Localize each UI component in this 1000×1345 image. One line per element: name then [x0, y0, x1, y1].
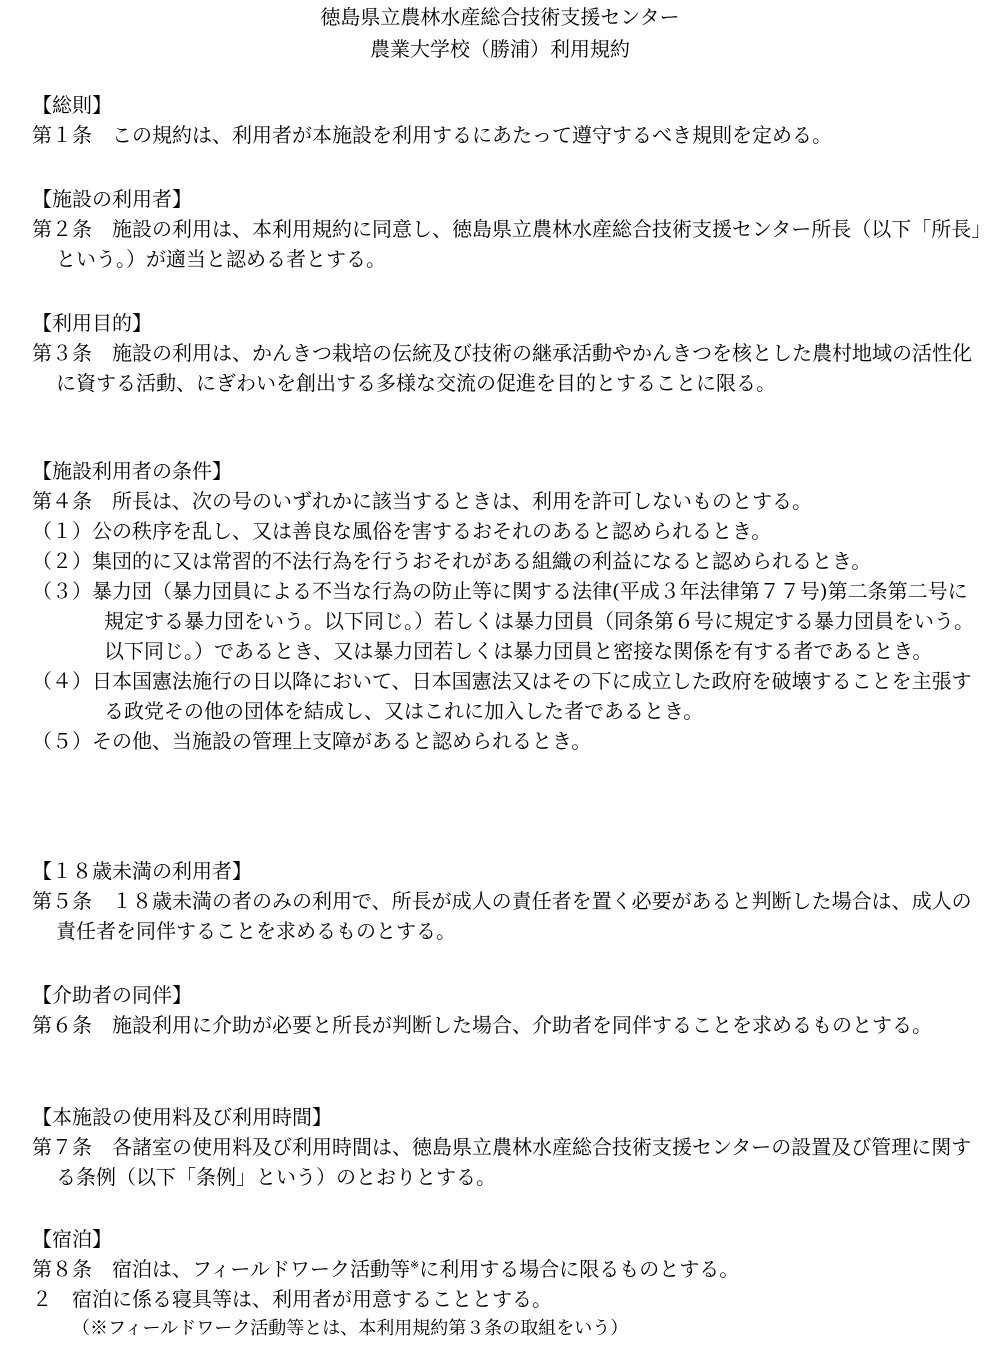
article-1	[0, 120, 1000, 150]
item-text: その他、当施設の管理上支障があると認められるとき。	[92, 729, 592, 753]
title-line-2: 農業大学校（勝浦）利用規約	[370, 37, 630, 61]
article-label: 第３条	[32, 341, 92, 365]
section-heading: 【総則】	[32, 93, 112, 117]
item-text: 暴力団（暴力団員による不当な行為の防止等に関する法律(平成３年法律第７７号)第二条第二号に規定する暴力団をいう。以下同じ。）若しくは暴力団員（同条第６号に規定する暴力団員をいう。以下同じ。）であるとき、又は暴力団若しくは暴力団員と密接な関係を有する者であるとき。	[92, 579, 974, 663]
item-label: （５）	[32, 729, 92, 753]
article-2	[0, 214, 1000, 274]
article-label: 第１条	[32, 123, 92, 147]
footnote-mark: ※	[410, 1258, 420, 1272]
article-7	[0, 1132, 1000, 1192]
item-text: 公の秩序を乱し、又は善良な風俗を害するおそれのあると認められるとき。	[92, 519, 772, 543]
item-label: （４）	[32, 669, 92, 693]
title-line-1: 徳島県立農林水産総合技術支援センター	[320, 5, 680, 29]
article-5	[0, 886, 1000, 946]
section-heading: 【介助者の同伴】	[32, 983, 192, 1007]
article-4	[0, 486, 1000, 516]
sub-article	[0, 1284, 1000, 1314]
article-8	[0, 1254, 1000, 1284]
section-heading: 【利用目的】	[32, 311, 152, 335]
article-text: １８歳未満の者のみの利用で、所長が成人の責任者を置く必要があると判断した場合は、成人の責任者を同伴することを求めるものとする。	[56, 889, 972, 943]
list-item	[0, 546, 1000, 576]
list-item	[0, 516, 1000, 546]
document-title	[0, 0, 1000, 64]
section-purpose	[0, 308, 1000, 398]
item-text: 日本国憲法施行の日以降において、日本国憲法又はその下に成立した政府を破壊することを主張する政党その他の団体を結成し、又はこれに加入した者であるとき。	[92, 669, 972, 723]
footnote: （※フィールドワーク活動等とは、本利用規約第３条の取組をいう）	[72, 1318, 629, 1339]
section-heading: 【施設の利用者】	[32, 187, 192, 211]
article-3	[0, 338, 1000, 398]
section-lodging	[0, 1224, 1000, 1344]
item-label: （３）	[32, 579, 92, 603]
section-heading: 【１８歳未満の利用者】	[32, 859, 252, 883]
section-caregiver	[0, 980, 1000, 1040]
section-conditions	[0, 456, 1000, 756]
sub-label: ２	[32, 1287, 52, 1311]
article-text: 施設利用に介助が必要と所長が判断した場合、介助者を同伴することを求めるものとする。	[112, 1013, 932, 1037]
article-label: 第２条	[32, 217, 92, 241]
article-label: 第４条	[32, 489, 92, 513]
article-text: 所長は、次の号のいずれかに該当するときは、利用を許可しないものとする。	[112, 489, 812, 513]
item-label: （２）	[32, 549, 92, 573]
article-text-after: に利用する場合に限るものとする。	[419, 1257, 740, 1281]
article-text: この規約は、利用者が本施設を利用するにあたって遵守するべき規則を定める。	[112, 123, 832, 147]
section-general	[0, 90, 1000, 150]
section-heading: 【宿泊】	[32, 1227, 112, 1251]
article-6	[0, 1010, 1000, 1040]
section-minors	[0, 856, 1000, 946]
item-label: （１）	[32, 519, 92, 543]
article-text-before: 宿泊は、フィールドワーク活動等	[112, 1257, 410, 1281]
article-text: 施設の利用は、かんきつ栽培の伝統及び技術の継承活動やかんきつを核とした農村地域の活性化に資する活動、にぎわいを創出する多様な交流の促進を目的とすることに限る。	[56, 341, 972, 395]
section-heading: 【施設利用者の条件】	[32, 459, 232, 483]
section-fees	[0, 1102, 1000, 1192]
article-label: 第５条	[32, 889, 92, 913]
article-label: 第８条	[32, 1257, 92, 1281]
section-heading: 【本施設の使用料及び利用時間】	[32, 1105, 332, 1129]
list-item	[0, 726, 1000, 756]
article-text: 各諸室の使用料及び利用時間は、徳島県立農林水産総合技術支援センターの設置及び管理に関する条例（以下「条例」という）のとおりとする。	[56, 1135, 972, 1189]
article-text: 施設の利用は、本利用規約に同意し、徳島県立農林水産総合技術支援センター所長（以下「所長」という。）が適当と認める者とする。	[56, 217, 982, 271]
article-label: 第７条	[32, 1135, 92, 1159]
item-text: 集団的に又は常習的不法行為を行うおそれがある組織の利益になると認められるとき。	[92, 549, 872, 573]
list-item	[0, 576, 1000, 666]
sub-text: 宿泊に係る寝具等は、利用者が用意することとする。	[72, 1287, 552, 1311]
section-users	[0, 184, 1000, 274]
article-label: 第６条	[32, 1013, 92, 1037]
list-item	[0, 666, 1000, 726]
